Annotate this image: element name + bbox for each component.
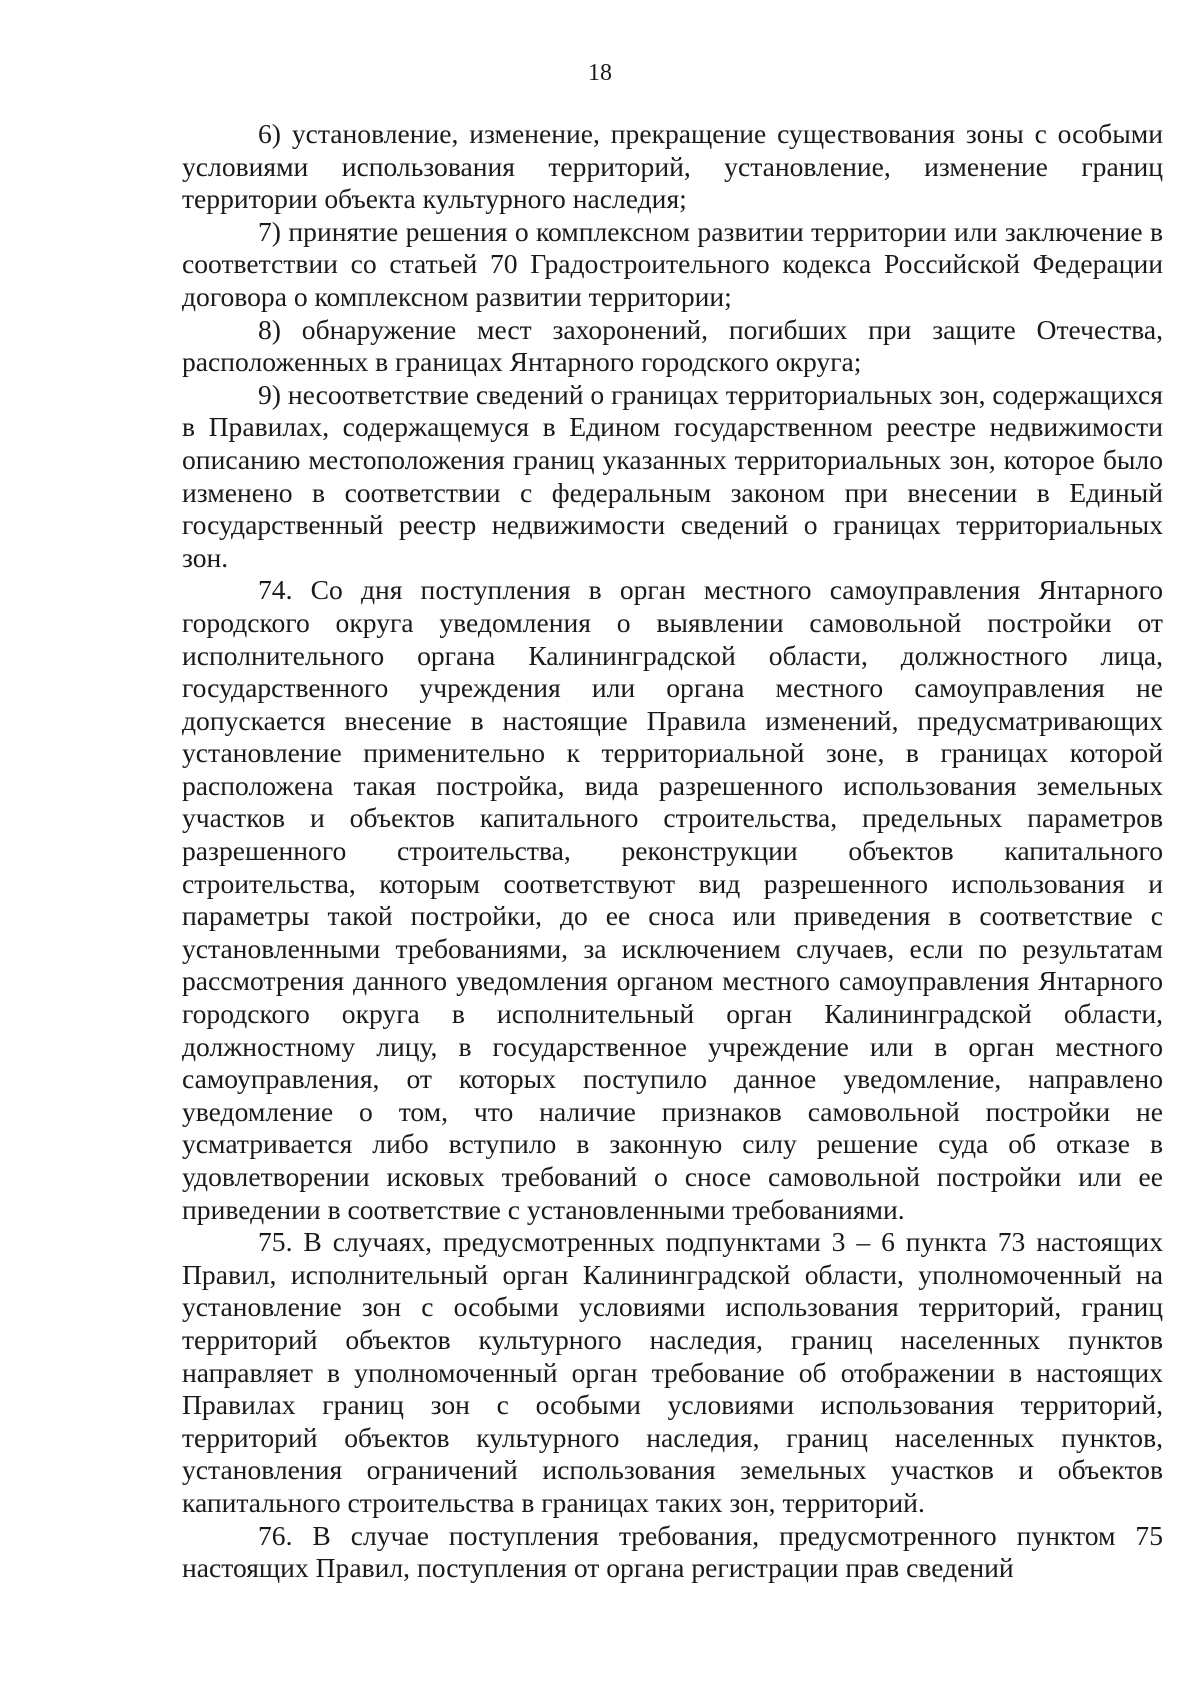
paragraph-75: 75. В случаях, предусмотренных подпунктами 3 – 6 пункта 73 настоящих Правил, исполнительный орган Калининградской области, уполномоченный на установление зон с особыми условиями использования территорий, границ территорий объектов культурного наследия, границ населенных пунктов направляет в уполномоченный орган требование об отображении в настоящих Правилах границ зон с особыми условиями использования территорий, территорий объектов культурного наследия, границ населенных пунктов, установления ограничений использования земельных участков и объектов капитального строительства в границах таких зон, территорий. bbox=[182, 1226, 1163, 1518]
paragraph-item-9: 9) несоответствие сведений о границах территориальных зон, содержащихся в Правилах, содержащемуся в Едином государственном реестре недвижимости описанию местоположения границ указанных территориальных зон, которое было изменено в соответствии с федеральным законом при внесении в Единый государственный реестр недвижимости сведений о границах территориальных зон. bbox=[182, 378, 1163, 573]
paragraph-item-8: 8) обнаружение мест захоронений, погибших при защите Отечества, расположенных в границах Янтарного городского округа; bbox=[182, 313, 1163, 378]
paragraph-76: 76. В случае поступления требования, предусмотренного пунктом 75 настоящих Правил, поступления от органа регистрации прав сведений bbox=[182, 1519, 1163, 1584]
paragraph-74: 74. Со дня поступления в орган местного самоуправления Янтарного городского округа уведомления о выявлении самовольной постройки от исполнительного органа Калининградской области, должностного лица, государственного учреждения или органа местного самоуправления не допускается внесение в настоящие Правила изменений, предусматривающих установление применительно к территориальной зоне, в границах которой расположена такая постройка, вида разрешенного использования земельных участков и объектов капитального строительства, предельных параметров разрешенного строительства, реконструкции объектов капитального строительства, которым соответствуют вид разрешенного использования и параметры такой постройки, до ее сноса или приведения в соответствие с установленными требованиями, за исключением случаев, если по результатам рассмотрения данного уведомления органом местного самоуправления Янтарного городского округа в исполнительный орган Калининградской области, должностному лицу, в государственное учреждение или в орган местного самоуправления, от которых поступило данное уведомление, направлено уведомление о том, что наличие признаков самовольной постройки не усматривается либо вступило в законную силу решение суда об отказе в удовлетворении исковых требований о сносе самовольной постройки или ее приведении в соответствие с установленными требованиями. bbox=[182, 574, 1163, 1225]
paragraph-item-7: 7) принятие решения о комплексном развитии территории или заключение в соответствии со статьей 70 Градостроительного кодекса Российской Федерации договора о комплексном развитии территории; bbox=[182, 215, 1163, 312]
document-body bbox=[182, 118, 1163, 1585]
paragraph-item-6: 6) установление, изменение, прекращение существования зоны с особыми условиями использования территорий, установление, изменение границ территории объекта культурного наследия; bbox=[182, 118, 1163, 215]
page-number: 18 bbox=[588, 60, 612, 86]
